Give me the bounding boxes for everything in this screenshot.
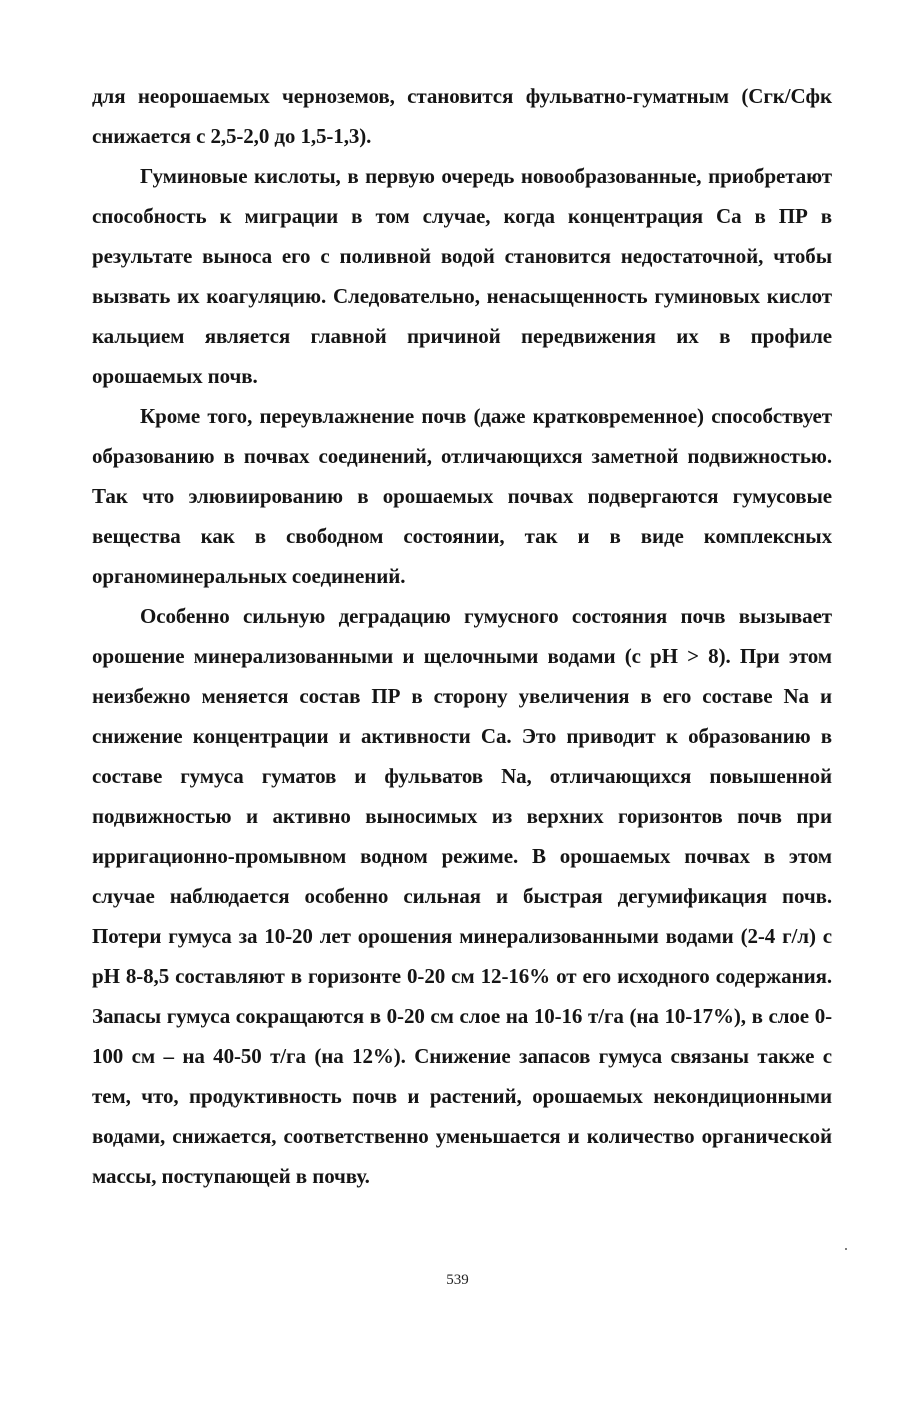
page-number: 539 [446,1272,469,1288]
paragraph-continuation: для неорошаемых черноземов, становится фульватно-гуматным (Сгк/Сфк снижается с 2,5-2,0 до 1,5-1,3). [92,84,832,148]
scan-speck [845,1248,847,1250]
body-text [92,76,832,1196]
paragraph-waterlogging: Кроме того, переувлажнение почв (даже кратковременное) способствует образованию в почвах соединений, отличающихся заметной подвижностью. Так что элювиированию в орошаемых почвах подвергаются гумусовые вещества как в свободном состоянии, так и в виде комплексных органоминеральных соединений. [92,404,832,588]
paragraph-mineralized-water-degradation: Особенно сильную деградацию гумусного состояния почв вызывает орошение минерализованными и щелочными водами (с рН > 8). При этом неизбежно меняется состав ПР в сторону увеличения в его составе Na и снижение концентрации и активности Са. Это приводит к образованию в составе гумуса гуматов и фульватов Na, отличающихся повышенной подвижностью и активно выносимых из верхних горизонтов почв при ирригационно-промывном водном режиме. В орошаемых почвах в этом случае наблюдается особенно сильная и быстрая дегумификация почв. Потери гумуса за 10-20 лет орошения минерализованными водами (2-4 г/л) с рН 8-8,5 составляют в горизонте 0-20 см 12-16% от его исходного содержания. Запасы гумуса сокращаются в 0-20 см слое на 10-16 т/га (на 10-17%), в слое 0-100 см – на 40-50 т/га (на 12%). Снижение запасов гумуса связаны также с тем, что, продуктивность почв и растений, орошаемых некондиционными водами, снижается, соответственно уменьшается и количество органической массы, поступающей в почву. [92,604,832,1188]
paragraph-humic-acids-migration: Гуминовые кислоты, в первую очередь новообразованные, приобретают способность к миграции в том случае, когда концентрация Са в ПР в результате выноса его с поливной водой становится недостаточной, чтобы вызвать их коагуляцию. Следовательно, ненасыщенность гуминовых кислот кальцием является главной причиной передвижения их в профиле орошаемых почв. [92,164,832,388]
